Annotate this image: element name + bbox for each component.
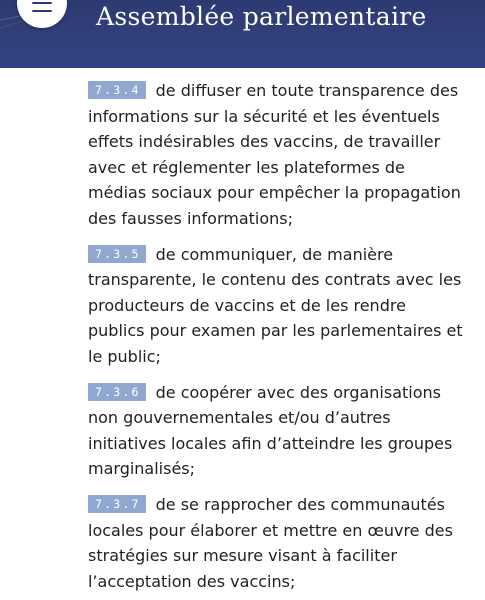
- app-header: [0, 0, 485, 68]
- list-item: [88, 78, 467, 232]
- list-item: [88, 492, 467, 594]
- item-number-badge: 7.3.6: [88, 383, 146, 401]
- list-item: [88, 380, 467, 482]
- item-number-badge: 7.3.4: [88, 81, 146, 99]
- item-text: de se rapprocher des communautés locales pour élaborer et mettre en œuvre des stratégies sur mesure visant à faciliter l’acceptation des vaccins;: [88, 494, 453, 591]
- item-number-badge: 7.3.5: [88, 245, 146, 263]
- item-number-badge: 7.3.7: [88, 495, 146, 513]
- page-title: Assemblée parlementaire: [96, 2, 427, 31]
- hamburger-menu-icon: [32, 2, 52, 16]
- list-item: [88, 242, 467, 370]
- item-text: de communiquer, de manière transparente, le contenu des contrats avec les producteurs de vaccins et de les rendre publics pour examen par les parlementaires et le public;: [88, 244, 463, 366]
- article-content: [0, 68, 485, 594]
- item-text: de diffuser en toute transparence des informations sur la sécurité et les éventuels effets indésirables des vaccins, de travailler avec et réglementer les plateformes de médias sociaux pour empêcher la propagation des fausses informations;: [88, 81, 461, 228]
- item-text: de coopérer avec des organisations non gouvernementales et/ou d’autres initiatives locales afin d’atteindre les groupes marginalisés;: [88, 382, 453, 479]
